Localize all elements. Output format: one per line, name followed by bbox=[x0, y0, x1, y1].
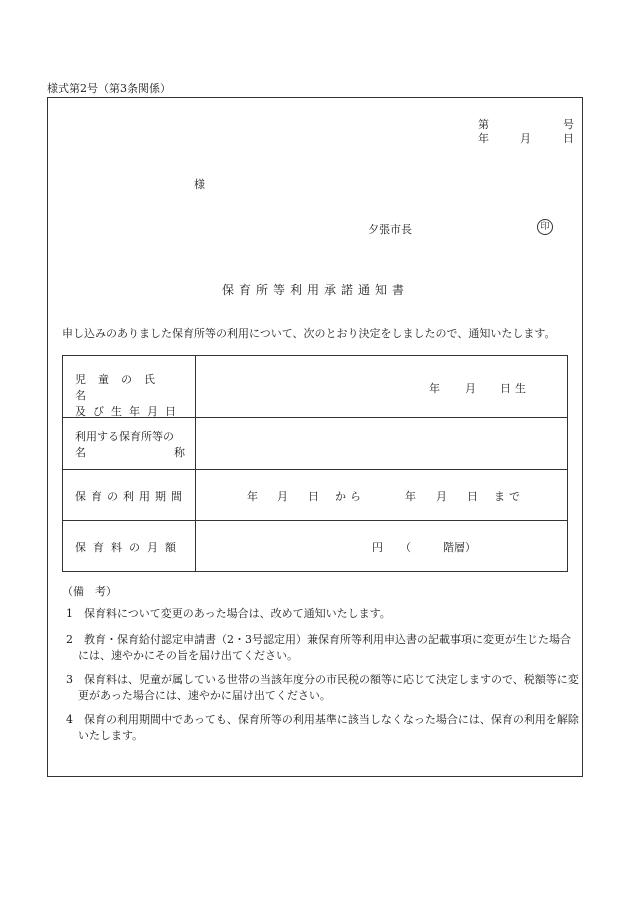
intro-text: 申し込みのありました保育所等の利用について、次のとおり決定をしましたので、通知いたします。 bbox=[62, 327, 556, 340]
issuer-name: 夕張市長 bbox=[368, 223, 412, 236]
period-until-label: まで bbox=[494, 490, 524, 503]
facility-label-line2: 名 称 bbox=[75, 446, 185, 459]
period-end-day: 日 bbox=[467, 490, 478, 503]
date-day-label: 日 bbox=[563, 132, 574, 145]
monthly-fee-label: 保育料の月額 bbox=[75, 541, 183, 554]
period-end-year: 年 bbox=[405, 490, 416, 503]
date-year-label: 年 bbox=[478, 132, 489, 145]
note-item-4: 4 保育の利用期間中であっても、保育所等の利用基準に該当しなくなった場合には、保育の利用を解除いたします。 bbox=[66, 713, 579, 742]
document-number-prefix: 第 bbox=[478, 118, 489, 131]
fee-yen-label: 円 bbox=[372, 541, 383, 554]
form-number-label: 様式第2号（第3条関係） bbox=[47, 82, 171, 95]
notes-heading: （備 考） bbox=[62, 585, 117, 598]
fee-paren-open: （ bbox=[400, 541, 411, 554]
fee-bracket-label: 階層） bbox=[443, 541, 476, 554]
birthdate-label: 及び生年月日 bbox=[75, 405, 183, 418]
note-item-2: 2 教育・保育給付認定申請書（2・3号認定用）兼保育所等利用申込書の記載事項に変更が生じた場合には、速やかにその旨を届け出てください。 bbox=[66, 633, 571, 662]
seal-mark: 印 bbox=[537, 219, 553, 235]
period-label: 保育の利用期間 bbox=[75, 490, 187, 503]
period-start-day: 日 bbox=[308, 490, 319, 503]
period-start-month: 月 bbox=[277, 490, 288, 503]
decision-table bbox=[62, 355, 568, 572]
period-from-label: から bbox=[335, 490, 365, 503]
table-row-fee bbox=[63, 521, 567, 571]
period-end-month: 月 bbox=[436, 490, 447, 503]
birth-month-label: 月 bbox=[465, 382, 476, 395]
period-start-year: 年 bbox=[247, 490, 258, 503]
table-row-facility bbox=[63, 418, 567, 470]
child-name-label: 児童の氏名 bbox=[75, 373, 167, 402]
table-row-period bbox=[63, 470, 567, 521]
birth-year-label: 年 bbox=[429, 382, 440, 395]
date-month-label: 月 bbox=[520, 132, 531, 145]
facility-label-line1: 利用する保育所等の bbox=[75, 430, 174, 443]
document-title: 保育所等利用承諾通知書 bbox=[222, 283, 410, 297]
table-row-child-name bbox=[63, 356, 567, 418]
note-item-3: 3 保育料は、児童が属している世帯の当該年度分の市民税の額等に応じて決定しますので、税額等に変更があった場合には、速やかに届け出てください。 bbox=[66, 673, 579, 702]
birth-day-label: 日生 bbox=[500, 382, 530, 395]
note-item-1: 1 保育料について変更のあった場合は、改めて通知いたします。 bbox=[66, 607, 391, 620]
document-number-suffix: 号 bbox=[563, 118, 574, 131]
addressee-suffix: 様 bbox=[194, 178, 205, 191]
